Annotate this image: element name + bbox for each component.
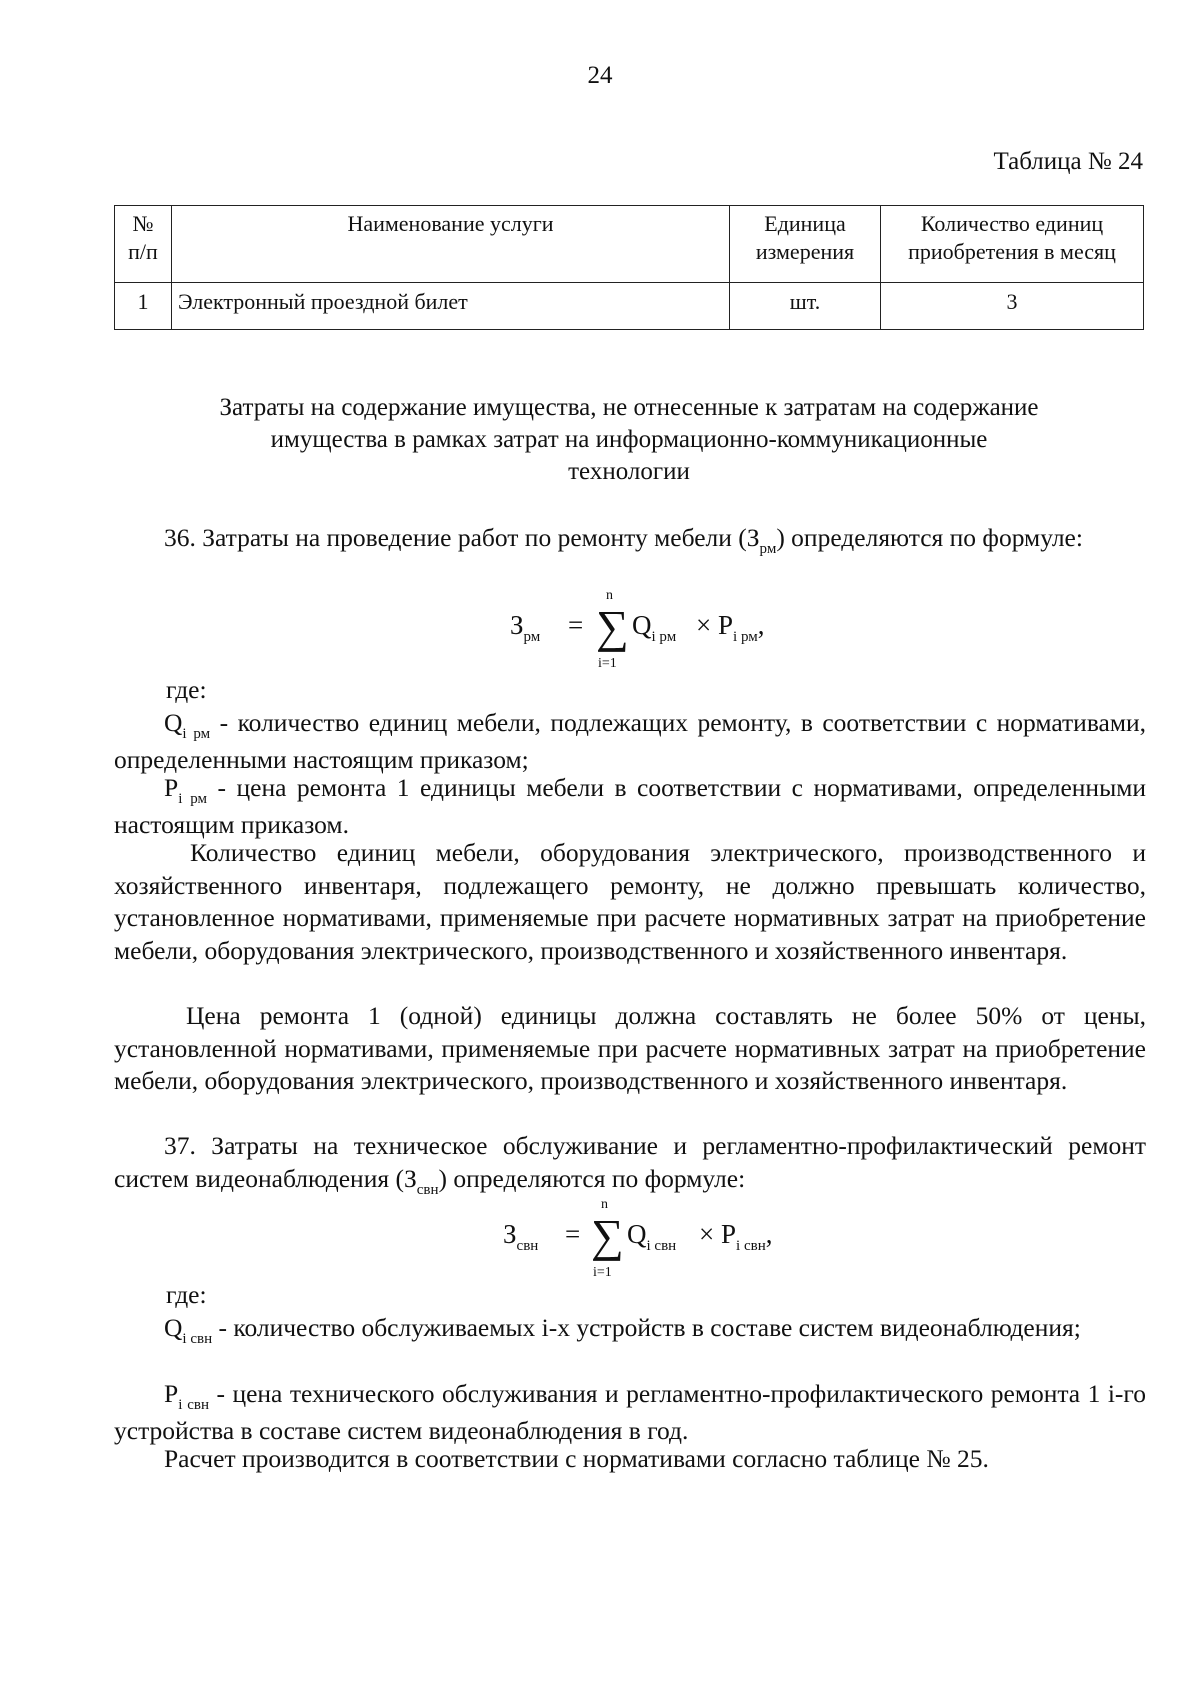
paragraph-37-intro <box>114 1130 1146 1199</box>
definition-q-rm <box>114 707 1146 776</box>
closing-sentence: Расчет производится в соответствии с нормативами согласно таблице № 25. <box>164 1444 989 1473</box>
formula-p-subscript: i свн <box>736 1238 766 1254</box>
section-heading-line: Затраты на содержание имущества, не отнесенные к затратам на содержание <box>219 394 1039 421</box>
definition-text: - цена технического обслуживания и регламентно-профилактического ремонта 1 i-го устройства в составе систем видеонаблюдения в год. <box>114 1379 1146 1445</box>
intro-text: 36. Затраты на проведение работ по ремонту мебели (З <box>164 523 760 552</box>
header-qty: Количество единиц приобретения в месяц <box>881 206 1144 283</box>
definition-symbol: Q <box>164 708 183 737</box>
formula-end: , <box>765 1219 773 1249</box>
summation-icon: ∑ <box>596 601 629 652</box>
definition-symbol: P <box>164 773 179 802</box>
row-num: 1 <box>115 283 172 330</box>
intro-subscript: рм <box>759 541 777 557</box>
definition-p-rm <box>114 772 1146 841</box>
formula-lhs <box>503 1219 539 1254</box>
definition-symbol: P <box>164 1379 179 1408</box>
table-row <box>115 283 1144 330</box>
table-header-row <box>115 206 1144 283</box>
where-label: где: <box>166 1280 207 1309</box>
formula-lower-limit: i=1 <box>593 1265 612 1280</box>
paragraph-36-intro <box>114 522 1146 559</box>
definition-symbol: Q <box>164 1313 183 1342</box>
intro-end-text: ) определяются по формуле: <box>438 1163 746 1193</box>
formula-q-symbol: Q <box>632 610 652 640</box>
definition-text: - количество единиц мебели, подлежащих ремонту, в соответствии с нормативами, определенными настоящим приказом; <box>114 708 1146 774</box>
formula-lhs-subscript: свн <box>516 1238 539 1254</box>
formula-end: , <box>757 610 765 640</box>
section-heading-line: имущества в рамках затрат на информационно-коммуникационные <box>270 426 988 453</box>
formula-p <box>718 610 765 645</box>
intro-subscript: свн <box>416 1181 439 1198</box>
formula-p-subscript: i рм <box>733 629 758 645</box>
where-label: где: <box>166 675 207 704</box>
header-unit: Единица измерения <box>730 206 881 283</box>
definition-subscript: i рм <box>182 726 211 742</box>
definition-p-svn <box>114 1378 1146 1447</box>
formula-upper-limit: n <box>601 1197 608 1212</box>
definition-text: - количество обслуживаемых i-х устройств в составе систем видеонаблюдения; <box>212 1313 1081 1342</box>
formula-lower-limit: i=1 <box>598 656 617 671</box>
formula-q-subscript: i рм <box>651 629 677 645</box>
formula-times: × <box>696 610 712 640</box>
intro-text: 37. Затраты на техническое обслуживание и регламентно-профилактический ремонт систем видеонаблюдения (З <box>114 1131 1146 1193</box>
header-num: № п/п <box>115 206 172 283</box>
definition-subscript: i рм <box>178 791 207 807</box>
formula-lhs <box>510 610 541 645</box>
definition-subscript: i свн <box>178 1397 209 1413</box>
section-heading-line: технологии <box>568 458 690 485</box>
formula-37 <box>503 1197 793 1285</box>
formula-p-symbol: P <box>718 610 734 640</box>
formula-q-subscript: i свн <box>646 1238 677 1254</box>
intro-end-text: ) определяются по формуле: <box>776 523 1083 552</box>
formula-upper-limit: n <box>606 588 613 603</box>
row-qty: 3 <box>881 283 1144 330</box>
formula-equals: = <box>565 1219 581 1249</box>
table-caption: Таблица № 24 <box>993 148 1143 175</box>
row-unit: шт. <box>730 283 881 330</box>
formula-times: × <box>699 1219 715 1249</box>
definition-q-svn <box>114 1312 1146 1349</box>
formula-q <box>627 1219 677 1254</box>
formula-p-symbol: P <box>721 1219 737 1249</box>
formula-lhs-symbol: З <box>510 610 524 640</box>
services-table <box>114 205 1144 330</box>
definition-subscript: i свн <box>182 1331 213 1347</box>
paragraph-furniture-quantity: Количество единиц мебели, оборудования электрического, производственного и хозяйственного инвентаря, подлежащего ремонту, не должно превышать количество, установленное нормативами, применяемые при расчете нормативных затрат на приобретение мебели, оборудования электрического, производственного и хозяйственного инвентаря. <box>114 838 1146 965</box>
summation-icon: ∑ <box>591 1210 624 1261</box>
header-name: Наименование услуги <box>172 206 730 283</box>
formula-36 <box>510 588 770 676</box>
paragraph-repair-price: Цена ремонта 1 (одной) единицы должна составлять не более 50% от цены, установленной нормативами, применяемые при расчете нормативных затрат на приобретение мебели, оборудования электрического, производственного и хозяйственного инвентаря. <box>114 1001 1146 1095</box>
formula-lhs-subscript: рм <box>523 629 541 645</box>
formula-q-symbol: Q <box>627 1219 647 1249</box>
definition-text: - цена ремонта 1 единицы мебели в соответствии с нормативами, определенными настоящим приказом. <box>114 773 1146 839</box>
page-number: 24 <box>587 62 613 89</box>
section-heading <box>114 392 1144 488</box>
formula-q <box>632 610 677 645</box>
formula-p <box>721 1219 773 1254</box>
row-name: Электронный проездной билет <box>172 283 730 330</box>
formula-equals: = <box>568 610 584 640</box>
formula-lhs-symbol: З <box>503 1219 517 1249</box>
